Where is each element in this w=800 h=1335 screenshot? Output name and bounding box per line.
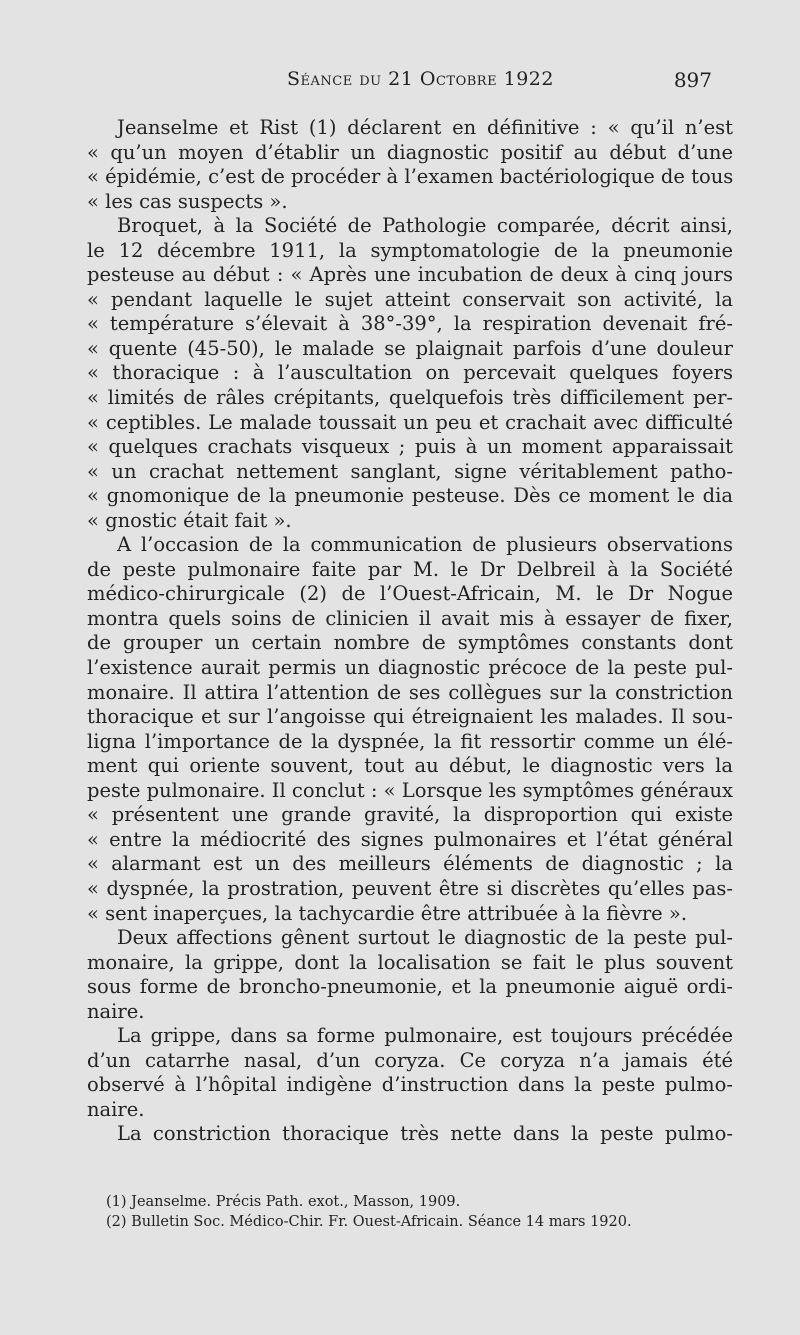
body-text (87, 116, 733, 1147)
text-line: Deux affections gênent surtout le diagnostic de la peste pul- (117, 926, 733, 950)
text-line: « présentent une grande gravité, la disproportion qui existe (87, 803, 733, 827)
text-line: « dyspnée, la prostration, peuvent être si discrètes qu’elles pas- (87, 876, 733, 900)
text-line: de peste pulmonaire faite par M. le Dr Delbreil à la Société (87, 557, 733, 581)
text-line: « épidémie, c’est de procéder à l’examen bactériologique de tous (87, 165, 733, 189)
footnotes (106, 1192, 726, 1232)
text-line: « limités de râles crépitants, quelquefois très difficilement per- (87, 386, 733, 410)
text-line: « quente (45-50), le malade se plaignait parfois d’une douleur (87, 336, 733, 360)
text-line: naire. (87, 999, 145, 1023)
text-line: « pendant laquelle le sujet atteint conservait son activité, la (87, 287, 733, 311)
text-line: Broquet, à la Société de Pathologie comparée, décrit ainsi, (117, 214, 733, 238)
text-line: « sent inaperçues, la tachycardie être attribuée à la fièvre ». (87, 901, 688, 925)
text-line: « quelques crachats visqueux ; puis à un moment apparaissait (87, 435, 733, 459)
text-line: sous forme de broncho-pneumonie, et la pneumonie aiguë ordi- (87, 975, 733, 999)
text-line: « entre la médiocrité des signes pulmonaires et l’état général (87, 827, 733, 851)
page-header (90, 68, 712, 98)
text-line: médico-chirurgicale (2) de l’Ouest-Africain, M. le Dr Nogue (87, 582, 733, 606)
text-line: montra quels soins de clinicien il avait mis à essayer de fixer, (87, 606, 733, 630)
text-line: le 12 décembre 1911, la symptomatologie de la pneumonie (87, 238, 733, 262)
text-line: ligna l’importance de la dyspnée, la fit ressortir comme un élé- (87, 729, 733, 753)
text-line: thoracique et sur l’angoisse qui étreignaient les malades. Il sou- (87, 705, 733, 729)
text-line: La constriction thoracique très nette dans la peste pulmo- (117, 1122, 733, 1146)
text-line: de grouper un certain nombre de symptômes constants dont (87, 631, 733, 655)
text-line: naire. (87, 1097, 145, 1121)
text-line: « alarmant est un des meilleurs éléments de diagnostic ; la (87, 852, 733, 876)
footnote-1: (1) Jeanselme. Précis Path. exot., Masson, 1909. (106, 1194, 461, 1210)
text-line: « température s’élevait à 38°-39°, la respiration devenait fré- (87, 312, 733, 336)
page-number: 897 (673, 68, 712, 92)
text-line: peste pulmonaire. Il conclut : « Lorsque les symptômes généraux (87, 778, 733, 802)
text-line: pesteuse au début : « Après une incubation de deux à cinq jours (87, 263, 733, 287)
text-line: « qu’un moyen d’établir un diagnostic positif au début d’une (87, 140, 733, 164)
text-line: « gnostic était fait ». (87, 508, 292, 532)
text-line: l’existence aurait permis un diagnostic précoce de la peste pul- (87, 656, 733, 680)
text-line: d’un catarrhe nasal, d’un coryza. Ce coryza n’a jamais été (87, 1048, 733, 1072)
text-line: ment qui oriente souvent, tout au début, le diagnostic vers la (87, 754, 733, 778)
text-line: observé à l’hôpital indigène d’instruction dans la peste pulmo- (87, 1073, 733, 1097)
text-line: A l’occasion de la communication de plusieurs observations (117, 533, 733, 557)
text-line: Jeanselme et Rist (1) déclarent en définitive : « qu’il n’est (117, 116, 733, 139)
text-line: monaire. Il attira l’attention de ses collègues sur la constriction (87, 680, 733, 704)
text-line: « ceptibles. Le malade toussait un peu et crachait avec difficulté (87, 410, 733, 434)
footnote-2: (2) Bulletin Soc. Médico-Chir. Fr. Ouest-Africain. Séance 14 mars 1920. (106, 1214, 632, 1230)
text-line: La grippe, dans sa forme pulmonaire, est toujours précédée (117, 1024, 733, 1048)
running-title: Séance du 21 Octobre 1922 (287, 68, 554, 90)
text-line: « les cas suspects ». (87, 189, 288, 213)
text-line: « un crachat nettement sanglant, signe véritablement patho- (87, 459, 733, 483)
text-line: « gnomonique de la pneumonie pesteuse. Dès ce moment le dia (87, 484, 733, 508)
text-line: « thoracique : à l’auscultation on percevait quelques foyers (87, 361, 733, 385)
text-line: monaire, la grippe, dont la localisation se fait le plus souvent (87, 950, 733, 974)
